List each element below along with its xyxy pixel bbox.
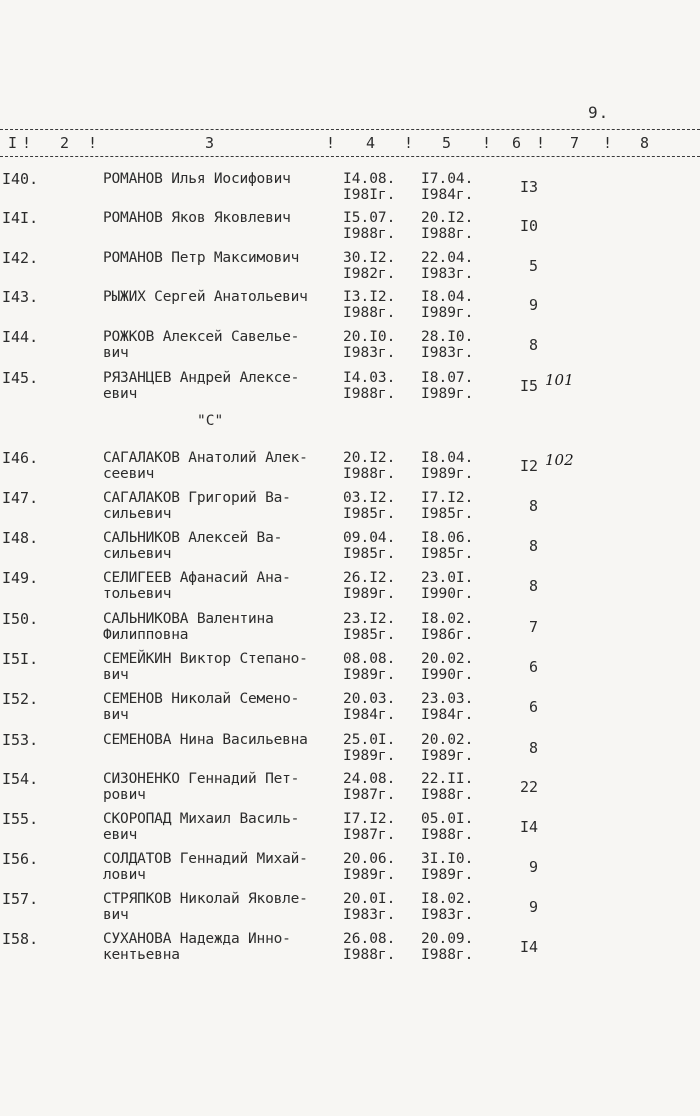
person-name: РОМАНОВ Илья Иосифович — [103, 171, 291, 187]
person-name: СОЛДАТОВ Геннадий Михай- лович — [103, 851, 308, 883]
column-separator: ! — [404, 134, 414, 152]
column-separator: ! — [88, 134, 98, 152]
duration-value: 6 — [528, 658, 538, 676]
column-header-2: 2 — [60, 134, 70, 152]
person-name: СЕМЕЙКИН Виктор Степано- вич — [103, 651, 308, 683]
end-date: I8.02. I983г. — [421, 891, 474, 923]
start-date: 20.I0. I983г. — [343, 329, 396, 361]
duration-value: 9 — [528, 296, 538, 314]
end-date: I8.06. I985г. — [421, 530, 474, 562]
start-date: 08.08. I989г. — [343, 651, 396, 683]
table-row — [0, 570, 700, 614]
start-date: 09.04. I985г. — [343, 530, 396, 562]
record-number: I43. — [2, 288, 39, 306]
start-date: 20.03. I984г. — [343, 691, 396, 723]
start-date: 23.I2. I985г. — [343, 611, 396, 643]
column-header-8: 8 — [640, 134, 650, 152]
start-date: I5.07. I988г. — [343, 210, 396, 242]
person-name: САГАЛАКОВ Григорий Ва- сильевич — [103, 490, 291, 522]
start-date: 20.I2. I988г. — [343, 450, 396, 482]
duration-value: 5 — [528, 257, 538, 275]
person-name: САГАЛАКОВ Анатолий Алек- сеевич — [103, 450, 308, 482]
start-date: 03.I2. I985г. — [343, 490, 396, 522]
end-date: I7.I2. I985г. — [421, 490, 474, 522]
column-header-5: 5 — [442, 134, 452, 152]
column-header-row — [0, 134, 700, 154]
start-date: 26.I2. I989г. — [343, 570, 396, 602]
duration-value: 6 — [528, 698, 538, 716]
column-header-1: I — [8, 134, 18, 152]
handwritten-note: 101 — [545, 371, 574, 389]
duration-value: I2 — [519, 457, 538, 475]
record-number: I54. — [2, 770, 39, 788]
table-row — [0, 329, 700, 373]
table-row — [0, 811, 700, 855]
record-number: I4I. — [2, 209, 39, 227]
column-separator: ! — [603, 134, 613, 152]
end-date: I7.04. I984г. — [421, 171, 474, 203]
column-separator: ! — [22, 134, 32, 152]
end-date: 28.I0. I983г. — [421, 329, 474, 361]
record-number: I5I. — [2, 650, 39, 668]
duration-value: I0 — [519, 217, 538, 235]
record-number: I57. — [2, 890, 39, 908]
table-row — [0, 891, 700, 935]
table-row — [0, 250, 700, 294]
start-date: I4.03. I988г. — [343, 370, 396, 402]
start-date: I4.08. I98Iг. — [343, 171, 396, 203]
start-date: I3.I2. I988г. — [343, 289, 396, 321]
record-number: I45. — [2, 369, 39, 387]
person-name: СУХАНОВА Надежда Инно- кентьевна — [103, 931, 291, 963]
column-header-6: 6 — [512, 134, 522, 152]
table-row — [0, 210, 700, 254]
table-row — [0, 611, 700, 655]
record-number: I55. — [2, 810, 39, 828]
duration-value: 8 — [528, 336, 538, 354]
record-number: I42. — [2, 249, 39, 267]
header-top-rule — [0, 129, 700, 130]
record-number: I40. — [2, 170, 39, 188]
end-date: 20.09. I988г. — [421, 931, 474, 963]
duration-value: 7 — [528, 618, 538, 636]
person-name: РЯЗАНЦЕВ Андрей Алексе- евич — [103, 370, 300, 402]
end-date: 20.02. I989г. — [421, 732, 474, 764]
table-row — [0, 732, 700, 776]
record-number: I52. — [2, 690, 39, 708]
handwritten-note: 102 — [545, 451, 574, 469]
person-name: СИЗОНЕНКО Геннадий Пет- рович — [103, 771, 300, 803]
start-date: 25.0I. I989г. — [343, 732, 396, 764]
start-date: 30.I2. I982г. — [343, 250, 396, 282]
person-name: РОЖКОВ Алексей Савелье- вич — [103, 329, 300, 361]
table-row — [0, 530, 700, 574]
duration-value: 8 — [528, 739, 538, 757]
column-separator: ! — [326, 134, 336, 152]
start-date: 20.0I. I983г. — [343, 891, 396, 923]
person-name: СКОРОПАД Михаил Василь- евич — [103, 811, 300, 843]
end-date: 23.03. I984г. — [421, 691, 474, 723]
record-number: I46. — [2, 449, 39, 467]
duration-value: 8 — [528, 537, 538, 555]
end-date: 20.02. I990г. — [421, 651, 474, 683]
end-date: I8.02. I986г. — [421, 611, 474, 643]
record-number: I48. — [2, 529, 39, 547]
header-bottom-rule — [0, 156, 700, 157]
table-row — [0, 450, 700, 494]
person-name: САЛЬНИКОВА Валентина Филипповна — [103, 611, 274, 643]
column-header-4: 4 — [366, 134, 376, 152]
end-date: I8.04. I989г. — [421, 450, 474, 482]
table-row — [0, 171, 700, 215]
end-date: 23.0I. I990г. — [421, 570, 474, 602]
column-separator: ! — [536, 134, 546, 152]
end-date: 05.0I. I988г. — [421, 811, 474, 843]
end-date: 22.II. I988г. — [421, 771, 474, 803]
column-header-7: 7 — [570, 134, 580, 152]
section-letter-heading: "С" — [197, 413, 224, 429]
end-date: 22.04. I983г. — [421, 250, 474, 282]
person-name: СЕЛИГЕЕВ Афанасий Ана- тольевич — [103, 570, 291, 602]
table-row — [0, 691, 700, 735]
duration-value: 9 — [528, 898, 538, 916]
duration-value: 22 — [519, 778, 538, 796]
person-name: СТРЯПКОВ Николай Яковле- вич — [103, 891, 308, 923]
person-name: РОМАНОВ Петр Максимович — [103, 250, 300, 266]
person-name: РЫЖИХ Сергей Анатольевич — [103, 289, 308, 305]
duration-value: I3 — [519, 178, 538, 196]
duration-value: I5 — [519, 377, 538, 395]
duration-value: I4 — [519, 818, 538, 836]
table-row — [0, 370, 700, 414]
record-number: I47. — [2, 489, 39, 507]
end-date: I8.07. I989г. — [421, 370, 474, 402]
person-name: РОМАНОВ Яков Яковлевич — [103, 210, 291, 226]
record-number: I44. — [2, 328, 39, 346]
person-name: СЕМЕНОВА Нина Васильевна — [103, 732, 308, 748]
column-separator: ! — [482, 134, 492, 152]
duration-value: 8 — [528, 577, 538, 595]
duration-value: 9 — [528, 858, 538, 876]
record-number: I58. — [2, 930, 39, 948]
table-row — [0, 490, 700, 534]
record-number: I56. — [2, 850, 39, 868]
record-number: I53. — [2, 731, 39, 749]
duration-value: I4 — [519, 938, 538, 956]
page-number: 9. — [588, 103, 610, 122]
end-date: I8.04. I989г. — [421, 289, 474, 321]
start-date: 26.08. I988г. — [343, 931, 396, 963]
table-row — [0, 851, 700, 895]
person-name: САЛЬНИКОВ Алексей Ва- сильевич — [103, 530, 283, 562]
table-row — [0, 289, 700, 333]
table-row — [0, 771, 700, 815]
start-date: 20.06. I989г. — [343, 851, 396, 883]
column-header-3: 3 — [205, 134, 215, 152]
start-date: I7.I2. I987г. — [343, 811, 396, 843]
end-date: 3I.I0. I989г. — [421, 851, 474, 883]
record-number: I50. — [2, 610, 39, 628]
record-number: I49. — [2, 569, 39, 587]
end-date: 20.I2. I988г. — [421, 210, 474, 242]
duration-value: 8 — [528, 497, 538, 515]
table-row — [0, 651, 700, 695]
person-name: СЕМЕНОВ Николай Семено- вич — [103, 691, 300, 723]
table-row — [0, 931, 700, 975]
start-date: 24.08. I987г. — [343, 771, 396, 803]
